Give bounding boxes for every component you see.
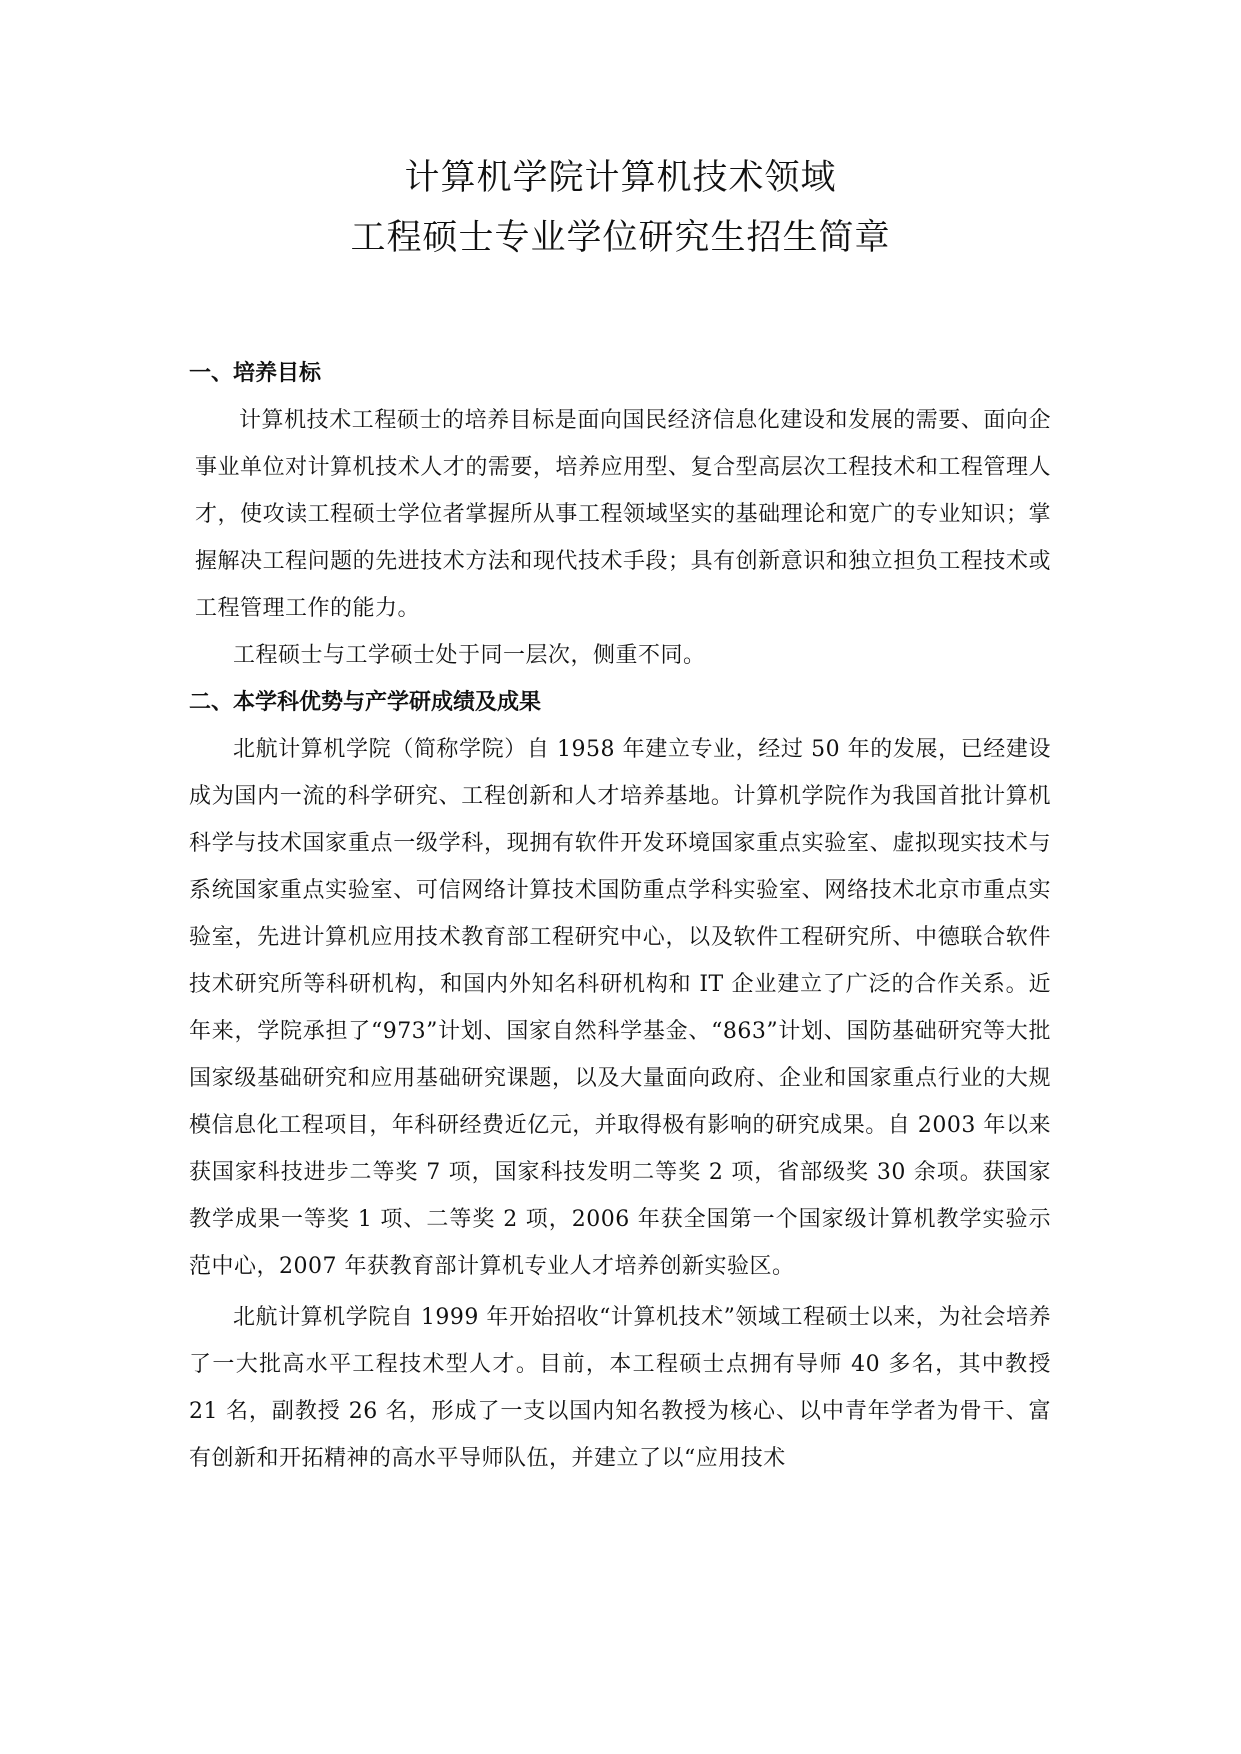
paragraph: 工程硕士与工学硕士处于同一层次，侧重不同。 bbox=[233, 643, 706, 668]
paragraph: 北航计算机学院自 1999 年开始招收“计算机技术”领域工程硕士以来，为社会培养了一大批高水平工程技术型人才。目前，本工程硕士点拥有导师 40 多名，其中教授 21 名，副教授 26 名，形成了一支以国内知名教授为核心、以中青年学者为骨干、富有创新和开拓精神的高水平导师队伍，并建立了以“应用技术 bbox=[189, 1305, 1051, 1471]
document-body bbox=[189, 350, 1051, 1482]
section-training-goals bbox=[189, 350, 1051, 679]
paragraph: 北航计算机学院（简称学院）自 1958 年建立专业，经过 50 年的发展，已经建设成为国内一流的科学研究、工程创新和人才培养基地。计算机学院作为我国首批计算机科学与技术国家重点一级学科，现拥有软件开发环境国家重点实验室、虚拟现实技术与系统国家重点实验室、可信网络计算技术国防重点学科实验室、网络技术北京市重点实验室，先进计算机应用技术教育部工程研究中心，以及软件工程研究所、中德联合软件技术研究所等科研机构，和国内外知名科研机构和 IT 企业建立了广泛的合作关系。近年来，学院承担了“973”计划、国家自然科学基金、“863”计划、国防基础研究等大批国家级基础研究和应用基础研究课题，以及大量面向政府、企业和国家重点行业的大规模信息化工程项目，年科研经费近亿元，并取得极有影响的研究成果。自 2003 年以来获国家科技进步二等奖 7 项，国家科技发明二等奖 2 项，省部级奖 30 余项。获国家教学成果一等奖 1 项、二等奖 2 项，2006 年获全国第一个国家级计算机教学实验示范中心，2007 年获教育部计算机专业人才培养创新实验区。 bbox=[189, 737, 1051, 1279]
section-heading: 一、培养目标 bbox=[189, 361, 322, 386]
paragraph: 计算机技术工程硕士的培养目标是面向国民经济信息化建设和发展的需要、面向企事业单位对计算机技术人才的需要，培养应用型、复合型高层次工程技术和工程管理人才，使攻读工程硕士学位者掌握所从事工程领域坚实的基础理论和宽广的专业知识；掌握解决工程问题的先进技术方法和现代技术手段；具有创新意识和独立担负工程技术或工程管理工作的能力。 bbox=[195, 408, 1051, 621]
document-title bbox=[0, 148, 1241, 268]
title-line-1: 计算机学院计算机技术领域 bbox=[404, 158, 837, 198]
title-line-2: 工程硕士专业学位研究生招生简章 bbox=[350, 218, 891, 258]
section-heading: 二、本学科优势与产学研成绩及成果 bbox=[189, 690, 542, 715]
section-discipline-advantages bbox=[189, 679, 1051, 1482]
